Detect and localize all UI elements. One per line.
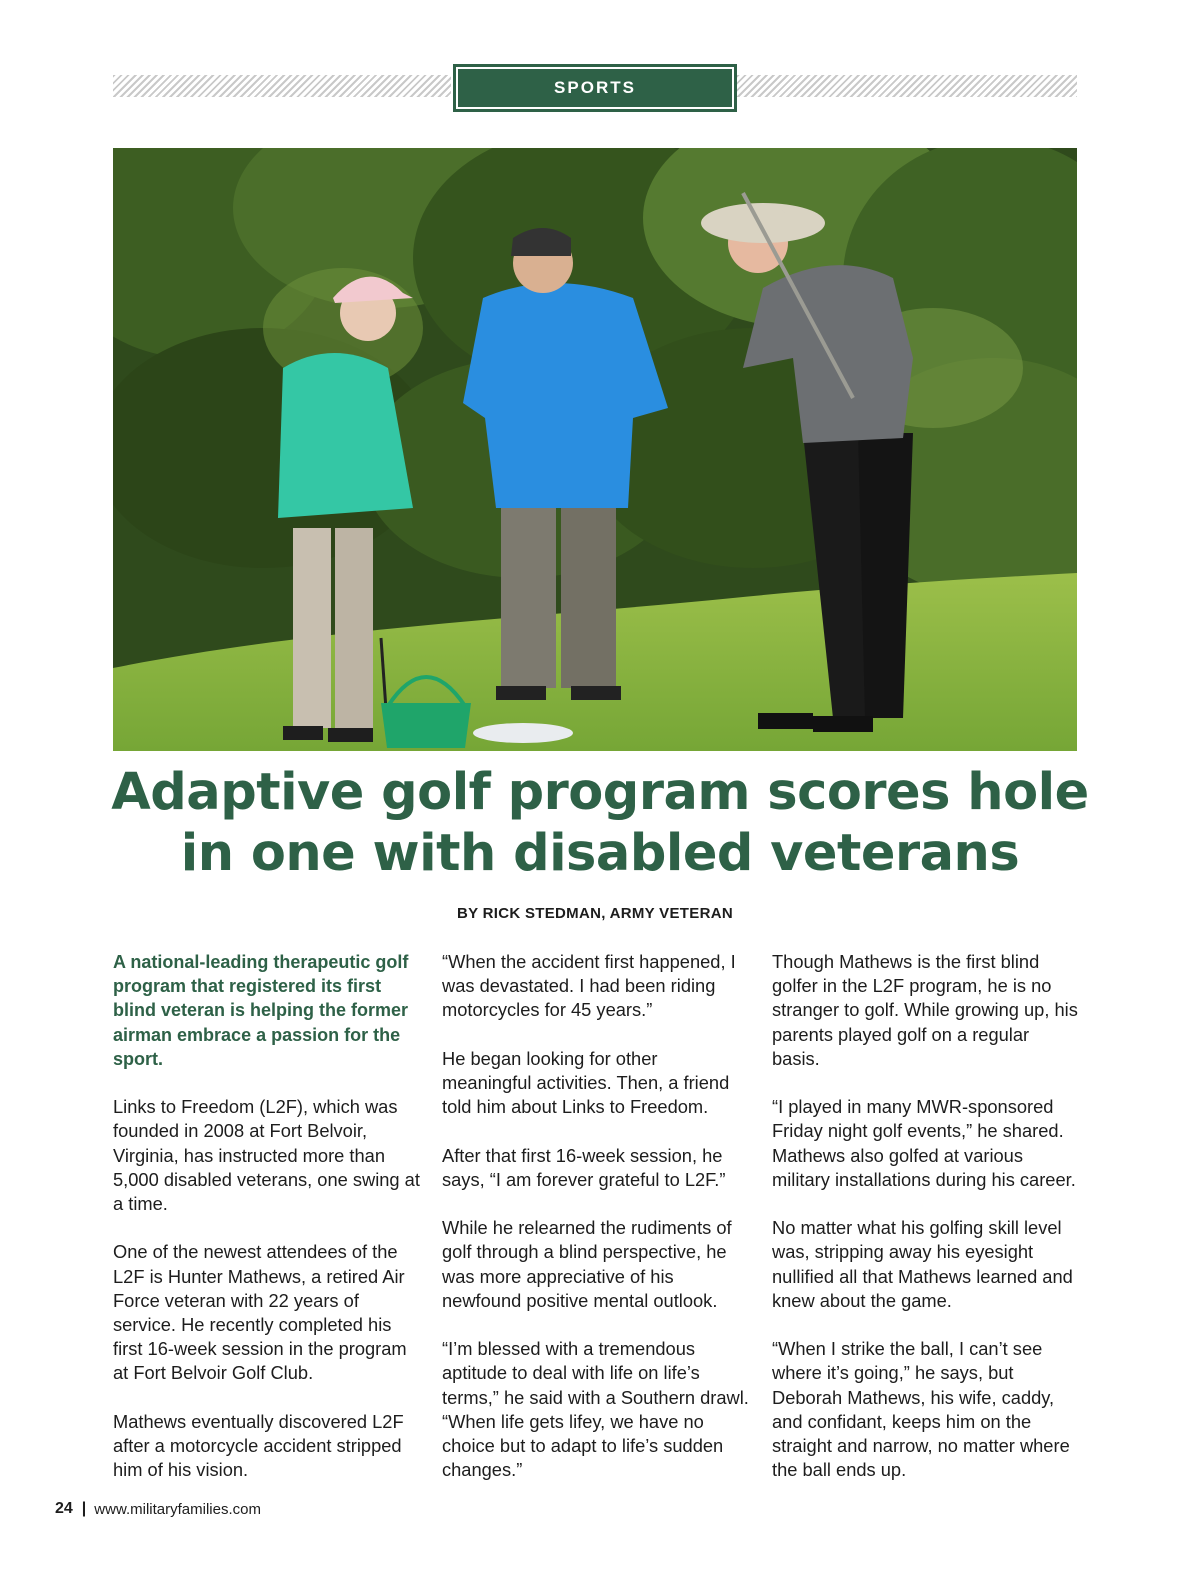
- body-paragraph: After that first 16-week session, he says, “I am forever grateful to L2F.”: [442, 1144, 726, 1190]
- footer-separator: |: [81, 1500, 87, 1517]
- headline-line-1: Adaptive golf program scores hole: [111, 763, 1089, 822]
- article-photo: [113, 148, 1077, 751]
- article-column-3: [772, 950, 1080, 1507]
- hatch-divider-left: [113, 75, 451, 97]
- body-paragraph: “When I strike the ball, I can’t see where it’s going,” he says, but Deborah Mathews, his wife, caddy, and confidant, keeps him on the straight and narrow, no matter where the ball ends up.: [772, 1338, 1070, 1481]
- page-footer: [55, 1500, 261, 1518]
- article-column-2: [442, 950, 750, 1507]
- hatch-divider-right: [737, 75, 1077, 97]
- page-number: 24: [55, 1500, 73, 1517]
- body-paragraph: One of the newest attendees of the L2F is Hunter Mathews, a retired Air Force veteran with 22 years of service. He recently completed his first 16-week session in the program at Fort Belvoir Golf Club.: [113, 1241, 407, 1384]
- body-paragraph: He began looking for other meaningful activities. Then, a friend told him about Links to Freedom.: [442, 1047, 730, 1118]
- body-paragraph: “I played in many MWR-sponsored Friday night golf events,” he shared. Mathews also golfed at various military installations during his career.: [772, 1096, 1076, 1190]
- body-paragraph: While he relearned the rudiments of golf through a blind perspective, he was more appreciative of his newfound positive mental outlook.: [442, 1217, 732, 1311]
- body-paragraph: “When the accident first happened, I was devastated. I had been riding motorcycles for 45 years.”: [442, 951, 736, 1021]
- body-paragraph: Mathews eventually discovered L2F after a motorcycle accident stripped him of his vision.: [113, 1410, 404, 1481]
- body-paragraph: Though Mathews is the first blind golfer in the L2F program, he is no stranger to golf. While growing up, his parents played golf on a regular basis.: [772, 951, 1078, 1069]
- headline-line-2: in one with disabled veterans: [180, 824, 1020, 883]
- body-paragraph: “I’m blessed with a tremendous aptitude to deal with life on life’s terms,” he said with a Southern drawl. “When life gets lifey, we have no choice but to adapt to life’s sudden changes.”: [442, 1338, 749, 1481]
- article-headline: [100, 762, 1100, 884]
- section-header: [113, 64, 1077, 112]
- section-tag: [453, 64, 737, 112]
- byline: BY RICK STEDMAN, ARMY VETERAN: [457, 905, 733, 922]
- body-paragraph: Links to Freedom (L2F), which was founded in 2008 at Fort Belvoir, Virginia, has instructed more than 5,000 disabled veterans, one swing at a time.: [113, 1096, 420, 1215]
- section-label: SPORTS: [554, 78, 636, 97]
- body-paragraph: No matter what his golfing skill level was, stripping away his eyesight nullified all that Mathews learned and knew about the game.: [772, 1217, 1073, 1311]
- footer-url-link[interactable]: www.militaryfamilies.com: [94, 1500, 261, 1518]
- lede-paragraph: A national-leading therapeutic golf program that registered its first blind veteran is helping the former airman embrace a passion for the sport.: [113, 952, 409, 1069]
- article-column-1: [113, 950, 421, 1507]
